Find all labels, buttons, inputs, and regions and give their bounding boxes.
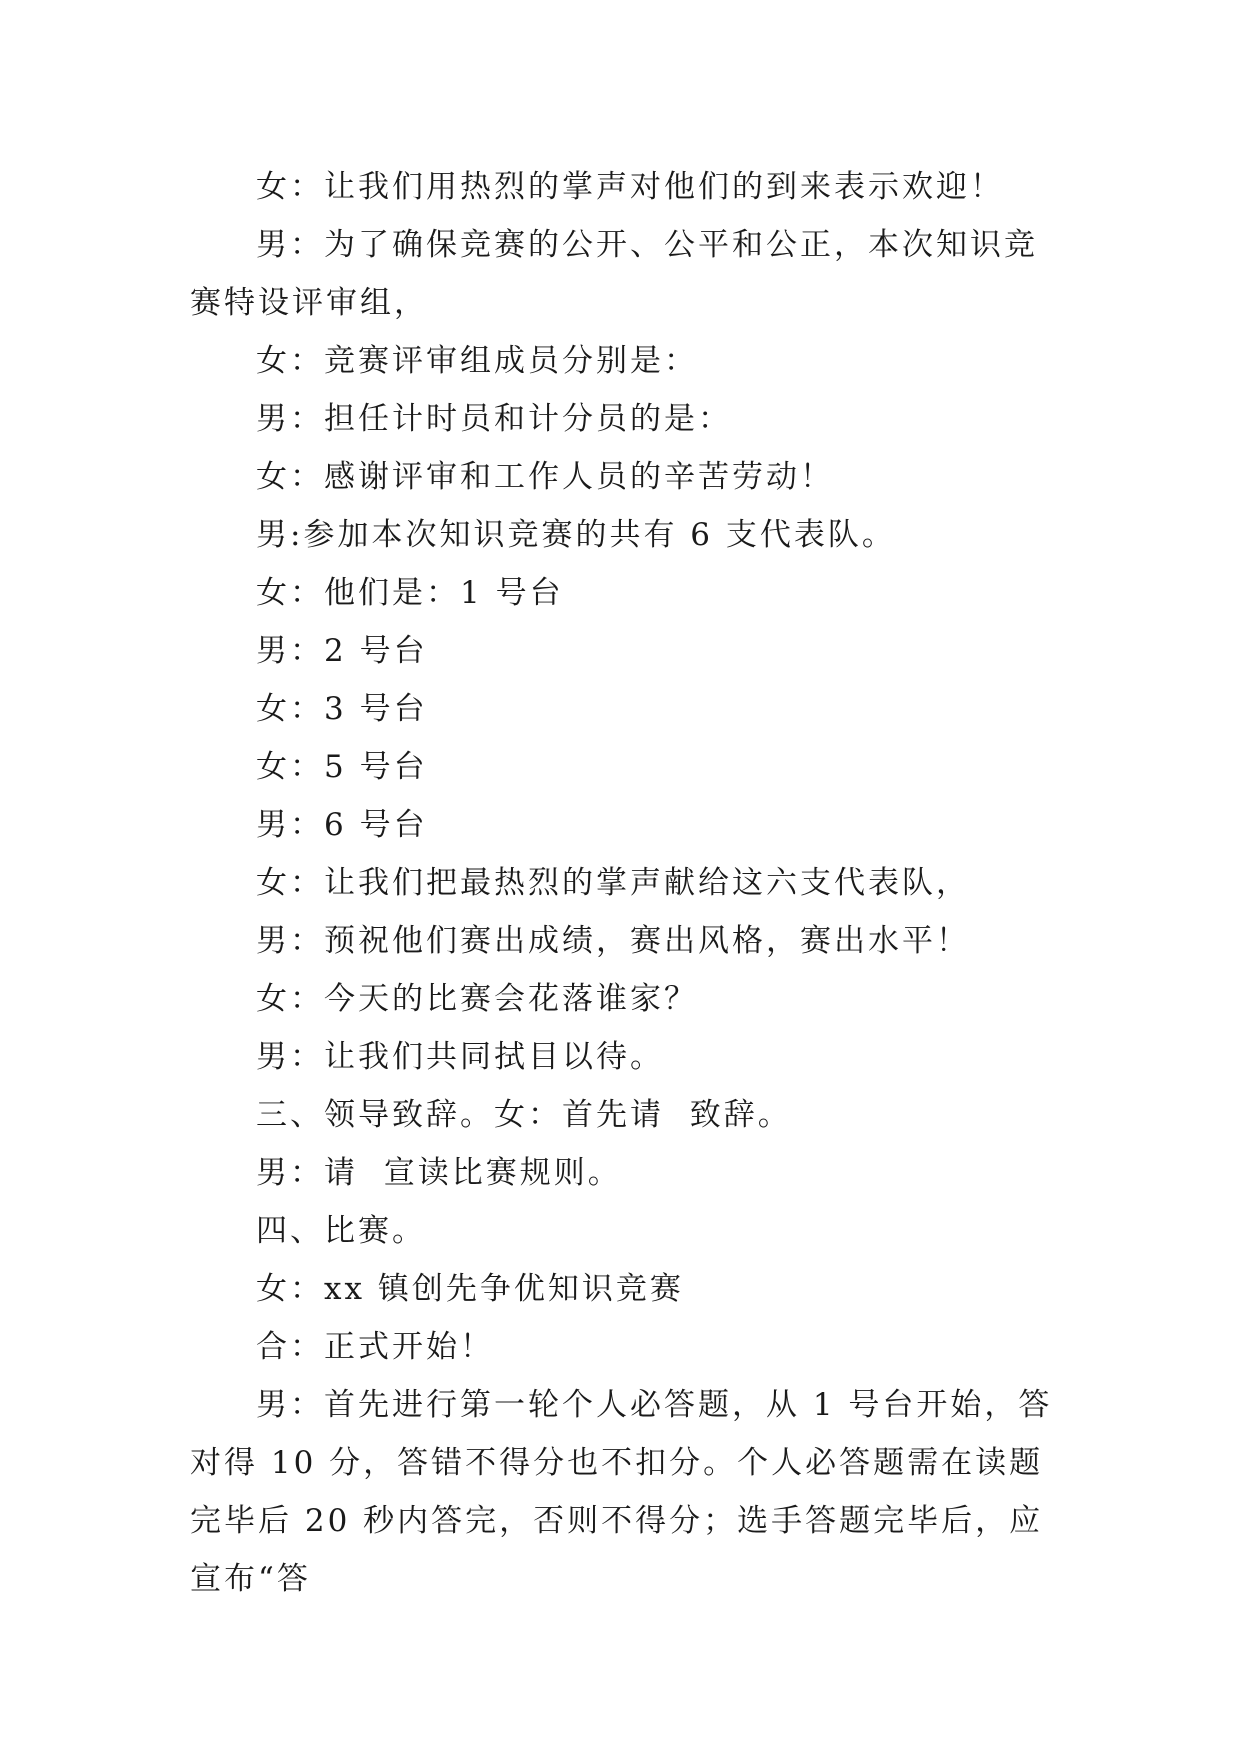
paragraph: 男：预祝他们赛出成绩，赛出风格，赛出水平！ (256, 923, 970, 959)
paragraph: 男：首先进行第一轮个人必答题，从 1 号台开始，答对得 10 分，答错不得分也不扣分。个人必答题需在读题完毕后 20 秒内答完，否则不得分；选手答题完毕后，应宣布“答 (190, 1387, 1053, 1597)
paragraph: 女：3 号台 (256, 691, 428, 727)
paragraph: 男：为了确保竞赛的公开、公平和公正，本次知识竞赛特设评审组， (190, 227, 1038, 321)
paragraph: 男：让我们共同拭目以待。 (256, 1039, 664, 1075)
paragraph: 合：正式开始！ (256, 1329, 494, 1365)
paragraph: 四、比赛。 (256, 1213, 426, 1249)
paragraph: 男：担任计时员和计分员的是： (256, 401, 732, 437)
paragraph: 女：xx 镇创先争优知识竞赛 (256, 1271, 684, 1307)
paragraph: 女：让我们用热烈的掌声对他们的到来表示欢迎！ (256, 169, 1004, 205)
paragraph: 女：竞赛评审组成员分别是： (256, 343, 698, 379)
paragraph: 男:参加本次知识竞赛的共有 6 支代表队。 (256, 517, 896, 553)
paragraph: 男：6 号台 (256, 807, 428, 843)
paragraph: 男：请 宣读比赛规则。 (256, 1155, 622, 1191)
document-body (190, 158, 1060, 1608)
paragraph: 女：今天的比赛会花落谁家？ (256, 981, 698, 1017)
paragraph: 女：5 号台 (256, 749, 428, 785)
paragraph: 女：他们是：1 号台 (256, 575, 564, 611)
paragraph: 女：感谢评审和工作人员的辛苦劳动！ (256, 459, 834, 495)
paragraph: 男：2 号台 (256, 633, 428, 669)
paragraph: 三、领导致辞。女：首先请 致辞。 (256, 1097, 792, 1133)
paragraph: 女：让我们把最热烈的掌声献给这六支代表队， (256, 865, 970, 901)
